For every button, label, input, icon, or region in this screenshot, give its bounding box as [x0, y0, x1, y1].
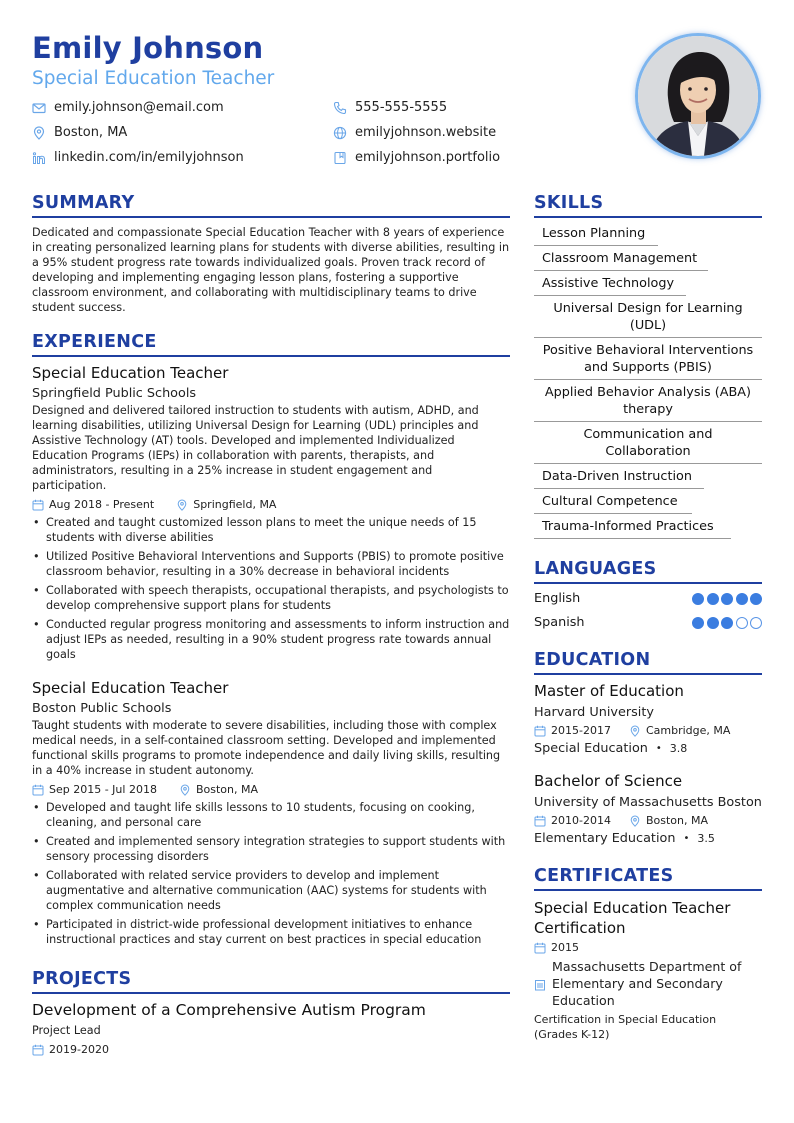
section-heading-education: EDUCATION [534, 650, 762, 675]
experience-dates: Aug 2018 - Present [49, 498, 155, 511]
education-item [534, 772, 762, 846]
phone-icon [333, 101, 347, 115]
proficiency-dot-filled [707, 593, 719, 605]
candidate-name: Emily Johnson [32, 31, 264, 65]
profile-photo-image [638, 36, 758, 156]
contact-portfolio[interactable]: emilyjohnson.portfolio [333, 150, 500, 165]
proficiency-dot-filled [750, 593, 762, 605]
certificate-note: Certification in Special Education (Grades K-12) [534, 1013, 717, 1041]
proficiency-dot-filled [692, 617, 704, 629]
job-title: Special Education Teacher [32, 68, 275, 89]
experience-location: Springfield, MA [193, 498, 277, 511]
calendar-icon [32, 499, 44, 511]
section-heading-experience: EXPERIENCE [32, 332, 510, 357]
education-degree: Bachelor of Science [534, 772, 683, 790]
experience-title: Special Education Teacher [32, 679, 229, 697]
experience-dates: Sep 2015 - Jul 2018 [49, 783, 157, 796]
section-heading-projects: PROJECTS [32, 969, 510, 994]
education-gpa: 3.5 [697, 832, 715, 845]
list-item: • Created and implemented sensory integration strategies to support students with sensory processing disorders [32, 834, 510, 864]
skill-item: Universal Design for Learning (UDL) [534, 298, 762, 338]
certificate-title: Special Education Teacher Certification [534, 899, 731, 937]
calendar-icon [534, 725, 546, 737]
education-meta [534, 724, 762, 737]
education-dates: 2015-2017 [551, 724, 611, 737]
list-item: • Utilized Positive Behavioral Interventions and Supports (PBIS) to promote positive classroom behavior, resulting in a 30% decrease in behavioral incidents [32, 549, 510, 579]
proficiency-dot-empty [750, 617, 762, 629]
section-heading-summary: SUMMARY [32, 193, 510, 218]
skill-item: Trauma-Informed Practices [534, 516, 731, 539]
experience-meta [32, 498, 510, 511]
experience-description: Designed and delivered tailored instruction to students with autism, ADHD, and learning disabilities, utilizing Universal Design for Learning (UDL) principles and Assistive Technology (AT) tools. Developed and implemented Individualized Education Programs (IEPs) in collaboration with parents, therapists, and administrators, resulting in a 25% increase in student engagement and participation. [32, 404, 479, 492]
calendar-icon [32, 1044, 44, 1056]
experience-item [32, 364, 510, 662]
calendar-icon [534, 942, 546, 954]
contact-email[interactable]: emily.johnson@email.com [32, 100, 224, 115]
experience-company: Boston Public Schools [32, 701, 172, 716]
left-column [32, 193, 510, 1056]
skill-item: Assistive Technology [534, 273, 686, 296]
list-item: • Collaborated with related service providers to develop and implement augmentative and alternative communication (AAC) systems for students with complex communication needs [32, 868, 510, 913]
education-dates: 2010-2014 [551, 814, 611, 827]
linkedin-icon [32, 151, 46, 165]
education-location: Cambridge, MA [645, 724, 731, 737]
location-pin-icon [629, 725, 641, 737]
education-meta [534, 814, 762, 827]
calendar-icon [534, 815, 546, 827]
education-location: Boston, MA [645, 814, 708, 827]
experience-bullets [32, 800, 510, 947]
contact-location: Boston, MA [32, 125, 127, 140]
skill-item: Positive Behavioral Interventions and Supports (PBIS) [534, 340, 762, 380]
language-level [690, 593, 763, 605]
calendar-icon [32, 784, 44, 796]
list-item: • Conducted regular progress monitoring and assessments to inform instruction and adjust IEPs as needed, resulting in a 90% student progress rate towards annual goals [32, 617, 510, 662]
skill-item: Communication and Collaboration [534, 424, 762, 464]
experience-meta [32, 783, 510, 796]
language-name: Spanish [534, 615, 585, 630]
experience-location: Boston, MA [195, 783, 258, 796]
profile-photo [635, 33, 761, 159]
education-item [534, 682, 762, 756]
section-heading-certificates: CERTIFICATES [534, 866, 762, 891]
contact-website[interactable]: emilyjohnson.website [333, 125, 496, 140]
section-heading-languages: LANGUAGES [534, 559, 762, 584]
right-column [534, 193, 762, 1042]
language-name: English [534, 591, 581, 606]
bookmark-icon [333, 151, 347, 165]
list-item: • Developed and taught life skills lessons to 10 students, focusing on cooking, cleaning, and personal care [32, 800, 510, 830]
list-item: • Created and taught customized lesson plans to meet the unique needs of 15 students with diverse abilities [32, 515, 510, 545]
proficiency-dot-filled [721, 593, 733, 605]
location-pin-icon [629, 815, 641, 827]
certificate-issuer-row [534, 958, 762, 1009]
section-heading-skills: SKILLS [534, 193, 762, 218]
location-pin-icon [179, 784, 191, 796]
education-school: Harvard University [534, 705, 654, 720]
experience-item [32, 679, 510, 947]
email-icon [32, 101, 46, 115]
location-pin-icon [32, 126, 46, 140]
certificate-date: 2015 [551, 941, 579, 954]
experience-description: Taught students with moderate to severe disabilities, including those with complex medical needs, in a self-contained classroom setting. Developed and implemented functional skills programs to promote independence and daily living skills, resulting in a 40% increase in student autonomy. [32, 719, 501, 777]
list-item: • Collaborated with speech therapists, occupational therapists, and psychologists to develop comprehensive support plans for students [32, 583, 510, 613]
skill-item: Lesson Planning [534, 223, 658, 246]
language-row [534, 615, 762, 630]
certificate-issuer: Massachusetts Department of Elementary and Secondary Education [552, 959, 742, 1008]
proficiency-dot-empty [736, 617, 748, 629]
skill-item: Applied Behavior Analysis (ABA) therapy [534, 382, 762, 422]
project-title: Development of a Comprehensive Autism Program [32, 1001, 426, 1019]
project-item [32, 1001, 510, 1056]
experience-bullets [32, 515, 510, 662]
proficiency-dot-filled [692, 593, 704, 605]
experience-company: Springfield Public Schools [32, 386, 197, 401]
contact-phone[interactable]: 555-555-5555 [333, 100, 447, 115]
skill-item: Classroom Management [534, 248, 708, 271]
summary-text: Dedicated and compassionate Special Education Teacher with 8 years of experience in creating personalized learning plans for students with diverse abilities, resulting in a 95% student progress rate towards individualized goals. Proven track record of developing and implementing engaging lesson plans, fostering a supportive classroom environment, and collaborating with multidisciplinary teams to drive student success. [32, 226, 510, 314]
education-field: Special Education • 3.8 [534, 741, 688, 756]
education-field: Elementary Education • 3.5 [534, 831, 715, 846]
skill-item: Data-Driven Instruction [534, 466, 704, 489]
institution-icon [534, 979, 546, 991]
contact-linkedin[interactable]: linkedin.com/in/emilyjohnson [32, 150, 244, 165]
globe-icon [333, 126, 347, 140]
education-school: University of Massachusetts Boston [534, 795, 762, 810]
skill-item: Cultural Competence [534, 491, 692, 514]
skills-list [534, 223, 762, 539]
education-gpa: 3.8 [669, 742, 688, 755]
project-meta [32, 1043, 510, 1056]
certificate-date-row [534, 941, 762, 954]
project-role: Project Lead [32, 1024, 101, 1037]
list-item: • Participated in district-wide professional development initiatives to enhance instructional practices and stay current on best practices in special education [32, 917, 510, 947]
experience-title: Special Education Teacher [32, 364, 229, 382]
education-degree: Master of Education [534, 682, 684, 700]
proficiency-dot-filled [736, 593, 748, 605]
location-pin-icon [176, 499, 188, 511]
proficiency-dot-filled [707, 617, 719, 629]
certificate-item [534, 898, 762, 1042]
language-row [534, 591, 762, 606]
language-level [690, 617, 763, 629]
project-dates: 2019-2020 [49, 1043, 109, 1056]
proficiency-dot-filled [721, 617, 733, 629]
